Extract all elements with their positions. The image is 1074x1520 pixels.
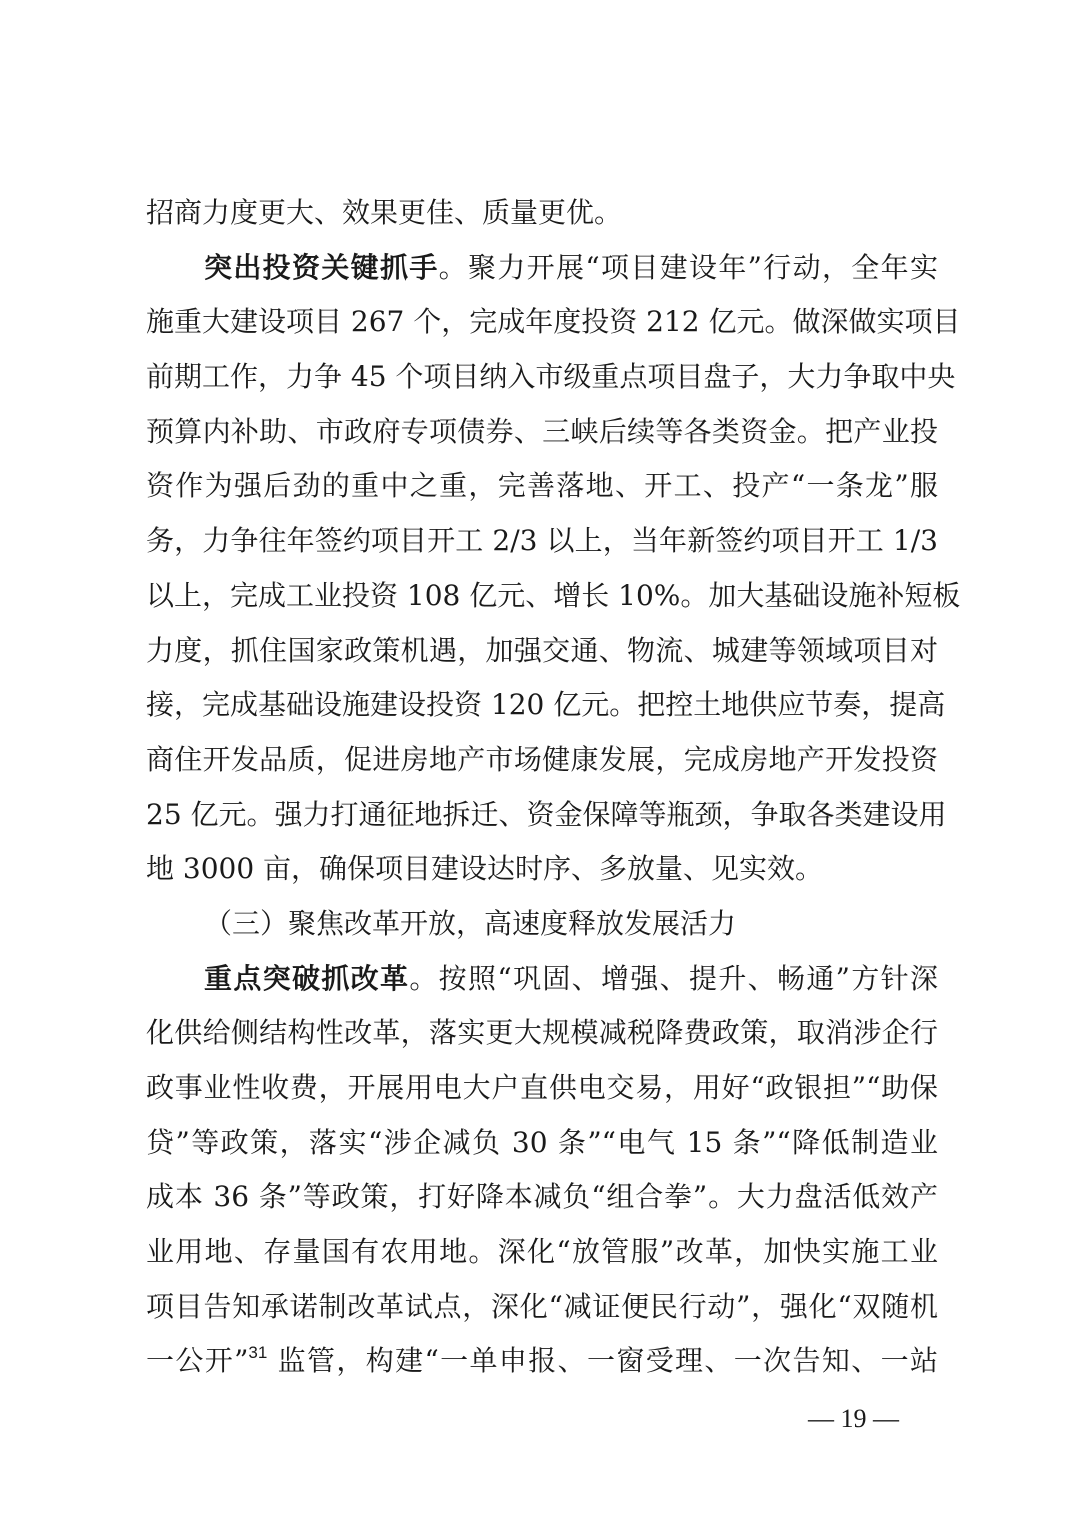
paragraph-line: 力度，抓住国家政策机遇，加强交通、物流、城建等领域项目对 [146,633,938,667]
section-heading-investment: 突出投资关键抓手 [204,250,439,284]
paragraph-line: 施重大建设项目 267 个，完成年度投资 212 亿元。做深做实项目 [146,305,961,339]
body-text [146,186,961,1389]
paragraph-line: 资作为强后劲的重中之重，完善落地、开工、投产“一条龙”服 [146,469,938,503]
paragraph-line: 商住开发品质，促进房地产市场健康发展，完成房地产开发投资 [146,742,938,776]
paragraph-line: 预算内补助、市政府专项债券、三峡后续等各类资金。把产业投 [146,414,938,448]
paragraph-line: 突出投资关键抓手。聚力开展“项目建设年”行动，全年实 [204,250,938,284]
paragraph-line: 项目告知承诺制改革试点，深化“减证便民行动”，强化“双随机 [146,1289,938,1323]
page-number: — 19 — [808,1404,899,1433]
footnote-reference[interactable]: 31 [248,1343,268,1363]
paragraph-line: 重点突破抓改革。按照“巩固、增强、提升、畅通”方针深 [204,961,938,995]
paragraph-line: 政事业性收费，开展用电大户直供电交易，用好“政银担”“助保 [146,1071,938,1104]
section-title: （三）聚焦改革开放，高速度释放发展活力 [204,906,737,940]
section-heading-reform: 重点突破抓改革 [204,961,410,995]
paragraph-line: 务，力争往年签约项目开工 2/3 以上，当年新签约项目开工 1/3 [146,524,938,558]
paragraph-line: 接，完成基础设施建设投资 120 亿元。把控土地供应节奏，提高 [146,688,946,722]
paragraph-line: 以上，完成工业投资 108 亿元、增长 10%。加大基础设施补短板 [146,578,961,612]
paragraph-line: 业用地、存量国有农用地。深化“放管服”改革，加快实施工业 [146,1235,938,1269]
paragraph-line: 成本 36 条”等政策，打好降本减负“组合拳”。大力盘活低效产 [146,1180,938,1214]
paragraph-line: 化供给侧结构性改革，落实更大规模减税降费政策，取消涉企行 [146,1016,938,1050]
paragraph-line: 一公开”$^{31}$ 监管，构建“一单申报、一窗受理、一次告知、一站 [146,1343,938,1378]
paragraph-line: 地 3000 亩，确保项目建设达时序、多放量、见实效。 [146,852,824,886]
paragraph-line: 前期工作，力争 45 个项目纳入市级重点项目盘子，大力争取中央 [146,360,956,394]
paragraph-line: 招商力度更大、效果更佳、质量更优。 [146,196,623,229]
paragraph-line: 25 亿元。强力打通征地拆迁、资金保障等瓶颈，争取各类建设用 [146,797,947,831]
paragraph-line: 贷”等政策，落实“涉企减负 30 条”“电气 15 条”“降低制造业 [146,1125,938,1159]
